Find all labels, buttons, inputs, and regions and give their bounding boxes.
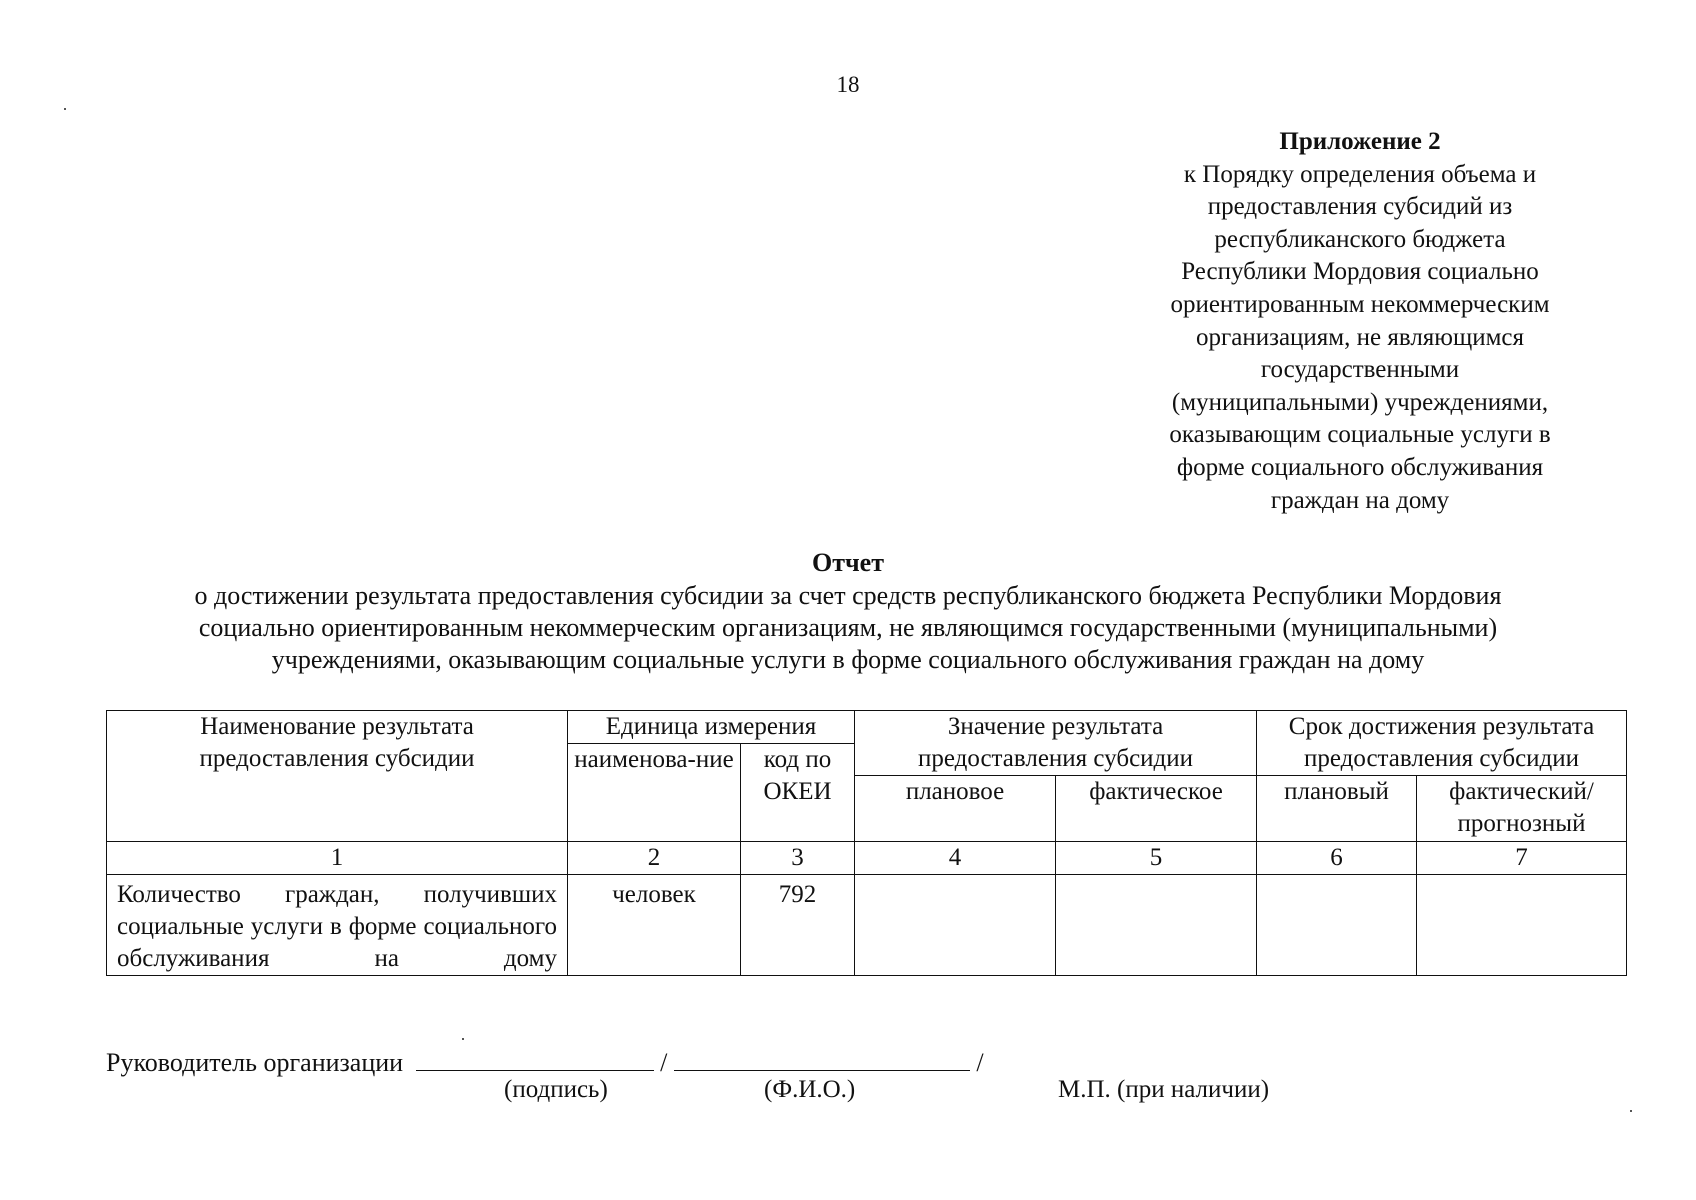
report-subtitle-line: учреждениями, оказывающим социальные услуги в форме социального обслуживания граждан на дому [271,645,1425,674]
appendix-line: Республики Мордовия социально [1181,258,1539,286]
report-subtitle-line: социально ориентированным некоммерческим организациям, не являющимся государственными (муниципальными) [198,613,1498,642]
scan-speck [64,108,66,110]
signature-caption: (подпись) [504,1076,608,1103]
column-number: 5 [1056,842,1257,875]
header-deadline-actual: фактический/ прогнозный [1417,776,1627,842]
page-number: 18 [836,72,860,97]
header-value-planned: плановое [855,776,1056,842]
appendix-line: форме социального обслуживания [1176,453,1544,481]
column-number: 3 [741,842,855,875]
column-number-row [107,842,1627,875]
header-value: Значение результата предоставления субсидии [855,711,1257,776]
stamp-caption: М.П. (при наличии) [1058,1076,1270,1103]
appendix-line: предоставления субсидий из [1207,193,1513,221]
report-title: Отчет [812,548,884,577]
report-subtitle [110,580,1586,676]
appendix-title: Приложение 2 [1279,128,1441,155]
column-number: 1 [107,842,568,875]
row-result-name: Количество граждан, получивших социальные услуги в форме социального обслуживания на дому [107,875,568,976]
row-deadline-planned [1257,875,1417,976]
column-number: 6 [1257,842,1417,875]
signature-line [106,1044,984,1078]
header-unit-code: код по ОКЕИ [741,744,855,842]
header-deadline: Срок достижения результата предоставления субсидии [1257,711,1627,776]
fio-separator: / [976,1048,984,1077]
appendix-line: государственными [1260,356,1460,384]
appendix-block [1150,126,1570,517]
report-table [106,710,1627,976]
row-okei-code: 792 [741,875,855,976]
appendix-line: к Порядку определения объема и [1183,160,1537,188]
row-value-actual [1056,875,1257,976]
header-unit: Единица измерения [568,711,855,744]
column-number: 2 [568,842,741,875]
fio-blank [674,1044,970,1071]
appendix-line: граждан на дому [1270,486,1450,514]
column-number: 4 [855,842,1056,875]
appendix-line: организациям, не являющимся [1195,323,1525,351]
header-deadline-planned: плановый [1257,776,1417,842]
header-unit-name: наименова-ние [568,744,741,842]
fio-caption: (Ф.И.О.) [764,1076,856,1103]
signature-label: Руководитель организации [106,1048,404,1077]
header-result-name: Наименование результата предоставления субсидии [107,711,568,842]
signature-separator: / [660,1048,668,1077]
header-value-actual: фактическое [1056,776,1257,842]
scan-speck [1630,1110,1632,1112]
row-deadline-actual [1417,875,1627,976]
row-unit-name: человек [568,875,741,976]
column-number: 7 [1417,842,1627,875]
signature-blank [416,1044,654,1071]
appendix-line: ориентированным некоммерческим [1170,290,1550,318]
row-value-planned [855,875,1056,976]
appendix-line: республиканского бюджета [1214,225,1506,253]
appendix-line: оказывающим социальные услуги в [1169,421,1551,449]
appendix-line: (муниципальными) учреждениями, [1171,388,1549,416]
report-subtitle-line: о достижении результата предоставления субсидии за счет средств республиканского бюджета Республики Мордовия [194,581,1502,610]
scan-speck [462,1038,464,1040]
table-row [107,875,1627,976]
